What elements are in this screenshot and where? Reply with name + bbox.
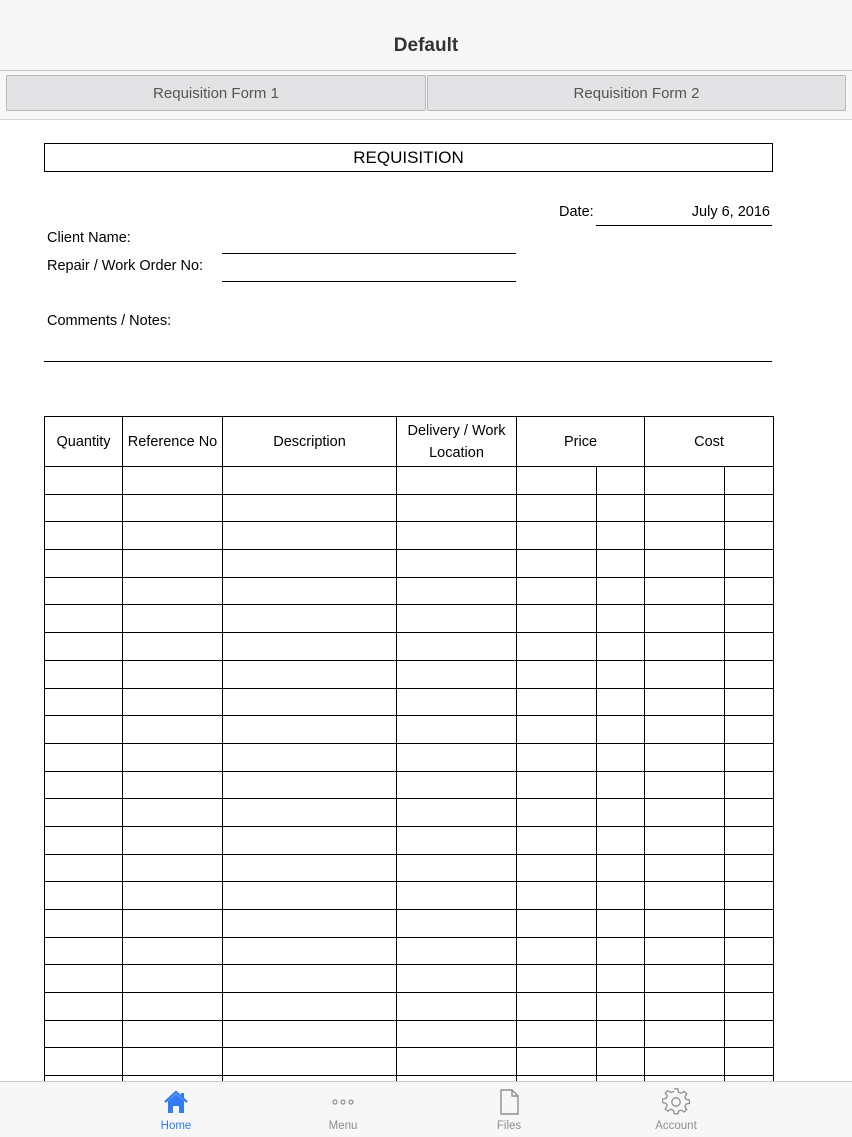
home-icon — [162, 1088, 190, 1116]
description-cell[interactable] — [223, 854, 397, 882]
qty-cell[interactable] — [45, 771, 123, 799]
gear-icon — [662, 1088, 690, 1116]
table-row — [45, 799, 774, 827]
reference-cell[interactable] — [123, 771, 223, 799]
cost-cell[interactable] — [645, 937, 725, 965]
reference-cell[interactable] — [123, 826, 223, 854]
price-cents-cell[interactable] — [597, 965, 645, 993]
tab-files[interactable] — [449, 1082, 569, 1137]
delivery-cell[interactable] — [397, 1048, 517, 1076]
table-row — [45, 467, 774, 495]
description-cell[interactable] — [223, 633, 397, 661]
delivery-cell[interactable] — [397, 743, 517, 771]
description-cell[interactable] — [223, 577, 397, 605]
qty-cell[interactable] — [45, 854, 123, 882]
cost-cell[interactable] — [645, 550, 725, 578]
cost-cents-cell[interactable] — [725, 633, 774, 661]
qty-cell[interactable] — [45, 965, 123, 993]
delivery-cell[interactable] — [397, 882, 517, 910]
delivery-cell[interactable] — [397, 688, 517, 716]
delivery-cell[interactable] — [397, 993, 517, 1021]
price-cell[interactable] — [517, 854, 597, 882]
cost-cell[interactable] — [645, 799, 725, 827]
tab-home[interactable] — [116, 1082, 236, 1137]
description-cell[interactable] — [223, 494, 397, 522]
price-cell[interactable] — [517, 577, 597, 605]
table-row — [45, 910, 774, 938]
reference-cell[interactable] — [123, 937, 223, 965]
cost-cell[interactable] — [645, 688, 725, 716]
price-cents-cell[interactable] — [597, 522, 645, 550]
cost-cents-cell[interactable] — [725, 826, 774, 854]
cost-cents-cell[interactable] — [725, 467, 774, 495]
cost-cell[interactable] — [645, 605, 725, 633]
price-cents-cell[interactable] — [597, 854, 645, 882]
table-row — [45, 660, 774, 688]
price-cents-cell[interactable] — [597, 993, 645, 1021]
form-title: REQUISITION — [44, 143, 773, 172]
delivery-cell[interactable] — [397, 660, 517, 688]
cost-cents-cell[interactable] — [725, 965, 774, 993]
price-cell[interactable] — [517, 771, 597, 799]
reference-cell[interactable] — [123, 605, 223, 633]
table-row — [45, 826, 774, 854]
price-cents-cell[interactable] — [597, 605, 645, 633]
description-cell[interactable] — [223, 605, 397, 633]
qty-cell[interactable] — [45, 577, 123, 605]
price-cell[interactable] — [517, 826, 597, 854]
date-label: Date: — [559, 204, 594, 220]
requisition-table — [44, 416, 774, 1082]
table-header-row — [45, 417, 774, 467]
reference-cell[interactable] — [123, 993, 223, 1021]
reference-cell[interactable] — [123, 494, 223, 522]
tab-menu[interactable] — [283, 1082, 403, 1137]
description-cell[interactable] — [223, 660, 397, 688]
table-row — [45, 577, 774, 605]
cost-cents-cell[interactable] — [725, 910, 774, 938]
reference-cell[interactable] — [123, 854, 223, 882]
reference-cell[interactable] — [123, 743, 223, 771]
qty-cell[interactable] — [45, 799, 123, 827]
price-cell[interactable] — [517, 494, 597, 522]
client-name-underline — [222, 253, 516, 254]
price-cell[interactable] — [517, 993, 597, 1021]
reference-cell[interactable] — [123, 550, 223, 578]
description-cell[interactable] — [223, 937, 397, 965]
description-cell[interactable] — [223, 688, 397, 716]
reference-cell[interactable] — [123, 910, 223, 938]
client-name-label: Client Name: — [47, 230, 131, 246]
delivery-cell[interactable] — [397, 605, 517, 633]
table-row — [45, 771, 774, 799]
description-cell[interactable] — [223, 799, 397, 827]
cost-cell[interactable] — [645, 660, 725, 688]
cost-cell[interactable] — [645, 1020, 725, 1048]
qty-cell[interactable] — [45, 993, 123, 1021]
price-cents-cell[interactable] — [597, 1020, 645, 1048]
delivery-cell[interactable] — [397, 467, 517, 495]
price-cents-cell[interactable] — [597, 771, 645, 799]
tab-account[interactable] — [616, 1082, 736, 1137]
cost-cents-cell[interactable] — [725, 605, 774, 633]
cost-cents-cell[interactable] — [725, 1020, 774, 1048]
tab-requisition-form-2[interactable]: Requisition Form 2 — [427, 75, 846, 111]
cost-cell[interactable] — [645, 854, 725, 882]
table-row — [45, 882, 774, 910]
qty-cell[interactable] — [45, 716, 123, 744]
reference-cell[interactable] — [123, 522, 223, 550]
delivery-cell[interactable] — [397, 826, 517, 854]
description-cell[interactable] — [223, 743, 397, 771]
comments-label: Comments / Notes: — [47, 313, 172, 329]
page-title: Default — [393, 35, 459, 56]
qty-cell[interactable] — [45, 550, 123, 578]
work-order-underline — [222, 281, 516, 282]
reference-cell[interactable] — [123, 799, 223, 827]
price-cents-cell[interactable] — [597, 494, 645, 522]
cost-cents-cell[interactable] — [725, 1048, 774, 1076]
cost-cents-cell[interactable] — [725, 993, 774, 1021]
price-cents-cell[interactable] — [597, 910, 645, 938]
reference-cell[interactable] — [123, 1048, 223, 1076]
price-cents-cell[interactable] — [597, 1048, 645, 1076]
cost-cell[interactable] — [645, 1048, 725, 1076]
delivery-cell[interactable] — [397, 854, 517, 882]
reference-cell[interactable] — [123, 688, 223, 716]
description-cell[interactable] — [223, 771, 397, 799]
price-cell[interactable] — [517, 716, 597, 744]
tab-files-label: Files — [496, 1120, 522, 1132]
reference-cell[interactable] — [123, 660, 223, 688]
qty-cell[interactable] — [45, 660, 123, 688]
table-row — [45, 688, 774, 716]
date-underline — [596, 225, 772, 226]
cost-cell[interactable] — [645, 910, 725, 938]
cost-cell[interactable] — [645, 633, 725, 661]
reference-cell[interactable] — [123, 882, 223, 910]
qty-cell[interactable] — [45, 467, 123, 495]
form-selector — [0, 71, 852, 120]
delivery-cell[interactable] — [397, 494, 517, 522]
delivery-cell[interactable] — [397, 550, 517, 578]
reference-cell[interactable] — [123, 467, 223, 495]
qty-cell[interactable] — [45, 1020, 123, 1048]
price-cell[interactable] — [517, 965, 597, 993]
table-row — [45, 993, 774, 1021]
qty-cell[interactable] — [45, 522, 123, 550]
table-row — [45, 1020, 774, 1048]
work-order-label: Repair / Work Order No: — [47, 258, 204, 274]
cost-cents-cell[interactable] — [725, 522, 774, 550]
navigation-bar — [0, 0, 852, 71]
reference-cell[interactable] — [123, 716, 223, 744]
cost-cell[interactable] — [645, 467, 725, 495]
delivery-cell[interactable] — [397, 633, 517, 661]
file-icon — [495, 1088, 523, 1116]
header-quantity: Quantity — [45, 417, 123, 467]
reference-cell[interactable] — [123, 1020, 223, 1048]
price-cents-cell[interactable] — [597, 743, 645, 771]
price-cents-cell[interactable] — [597, 799, 645, 827]
header-reference-no: Reference No — [123, 417, 223, 467]
description-cell[interactable] — [223, 522, 397, 550]
price-cents-cell[interactable] — [597, 467, 645, 495]
table-row — [45, 854, 774, 882]
date-field[interactable]: July 6, 2016 — [691, 204, 770, 220]
price-cents-cell[interactable] — [597, 716, 645, 744]
qty-cell[interactable] — [45, 743, 123, 771]
delivery-cell[interactable] — [397, 522, 517, 550]
price-cell[interactable] — [517, 1020, 597, 1048]
table-row — [45, 937, 774, 965]
price-cell[interactable] — [517, 605, 597, 633]
header-description: Description — [223, 417, 397, 467]
cost-cell[interactable] — [645, 993, 725, 1021]
table-row — [45, 605, 774, 633]
qty-cell[interactable] — [45, 688, 123, 716]
delivery-cell[interactable] — [397, 799, 517, 827]
comments-underline — [44, 361, 772, 362]
delivery-cell[interactable] — [397, 577, 517, 605]
price-cell[interactable] — [517, 522, 597, 550]
description-cell[interactable] — [223, 716, 397, 744]
price-cell[interactable] — [517, 743, 597, 771]
qty-cell[interactable] — [45, 910, 123, 938]
price-cents-cell[interactable] — [597, 937, 645, 965]
cost-cell[interactable] — [645, 965, 725, 993]
price-cents-cell[interactable] — [597, 688, 645, 716]
cost-cell[interactable] — [645, 577, 725, 605]
description-cell[interactable] — [223, 1048, 397, 1076]
table-row — [45, 965, 774, 993]
table-row — [45, 633, 774, 661]
price-cents-cell[interactable] — [597, 826, 645, 854]
header-cost: Cost — [645, 417, 774, 467]
cost-cents-cell[interactable] — [725, 799, 774, 827]
cost-cents-cell[interactable] — [725, 854, 774, 882]
delivery-cell[interactable] — [397, 910, 517, 938]
header-price: Price — [517, 417, 645, 467]
cost-cell[interactable] — [645, 882, 725, 910]
table-row — [45, 716, 774, 744]
cost-cents-cell[interactable] — [725, 577, 774, 605]
description-cell[interactable] — [223, 910, 397, 938]
price-cents-cell[interactable] — [597, 660, 645, 688]
cost-cents-cell[interactable] — [725, 550, 774, 578]
description-cell[interactable] — [223, 1020, 397, 1048]
price-cents-cell[interactable] — [597, 882, 645, 910]
cost-cents-cell[interactable] — [725, 688, 774, 716]
price-cell[interactable] — [517, 550, 597, 578]
table-row — [45, 494, 774, 522]
qty-cell[interactable] — [45, 494, 123, 522]
price-cell[interactable] — [517, 799, 597, 827]
cost-cents-cell[interactable] — [725, 494, 774, 522]
tab-account-label: Account — [655, 1120, 697, 1132]
price-cell[interactable] — [517, 910, 597, 938]
price-cell[interactable] — [517, 660, 597, 688]
price-cell[interactable] — [517, 467, 597, 495]
cost-cell[interactable] — [645, 826, 725, 854]
table-row — [45, 550, 774, 578]
price-cell[interactable] — [517, 1048, 597, 1076]
reference-cell[interactable] — [123, 965, 223, 993]
tab-menu-label: Menu — [328, 1120, 358, 1132]
cost-cents-cell[interactable] — [725, 771, 774, 799]
description-cell[interactable] — [223, 550, 397, 578]
cost-cell[interactable] — [645, 716, 725, 744]
header-delivery-location: Delivery / Work Location — [397, 417, 517, 467]
table-row — [45, 1048, 774, 1076]
cost-cell[interactable] — [645, 743, 725, 771]
price-cents-cell[interactable] — [597, 577, 645, 605]
qty-cell[interactable] — [45, 826, 123, 854]
reference-cell[interactable] — [123, 633, 223, 661]
price-cell[interactable] — [517, 633, 597, 661]
description-cell[interactable] — [223, 826, 397, 854]
price-cell[interactable] — [517, 882, 597, 910]
cost-cents-cell[interactable] — [725, 716, 774, 744]
cost-cell[interactable] — [645, 522, 725, 550]
description-cell[interactable] — [223, 965, 397, 993]
delivery-cell[interactable] — [397, 937, 517, 965]
table-row — [45, 522, 774, 550]
tab-bar — [0, 1081, 852, 1137]
tab-home-label: Home — [160, 1120, 192, 1132]
cost-cents-cell[interactable] — [725, 937, 774, 965]
delivery-cell[interactable] — [397, 771, 517, 799]
cost-cell[interactable] — [645, 771, 725, 799]
price-cell[interactable] — [517, 937, 597, 965]
description-cell[interactable] — [223, 467, 397, 495]
delivery-cell[interactable] — [397, 716, 517, 744]
reference-cell[interactable] — [123, 577, 223, 605]
qty-cell[interactable] — [45, 633, 123, 661]
delivery-cell[interactable] — [397, 1020, 517, 1048]
description-cell[interactable] — [223, 993, 397, 1021]
qty-cell[interactable] — [45, 605, 123, 633]
tab-requisition-form-1[interactable]: Requisition Form 1 — [6, 75, 426, 111]
qty-cell[interactable] — [45, 1048, 123, 1076]
delivery-cell[interactable] — [397, 965, 517, 993]
price-cents-cell[interactable] — [597, 550, 645, 578]
description-cell[interactable] — [223, 882, 397, 910]
table-row — [45, 743, 774, 771]
price-cents-cell[interactable] — [597, 633, 645, 661]
cost-cents-cell[interactable] — [725, 660, 774, 688]
qty-cell[interactable] — [45, 937, 123, 965]
cost-cents-cell[interactable] — [725, 882, 774, 910]
cost-cell[interactable] — [645, 494, 725, 522]
cost-cents-cell[interactable] — [725, 743, 774, 771]
qty-cell[interactable] — [45, 882, 123, 910]
price-cell[interactable] — [517, 688, 597, 716]
more-icon — [329, 1088, 357, 1116]
